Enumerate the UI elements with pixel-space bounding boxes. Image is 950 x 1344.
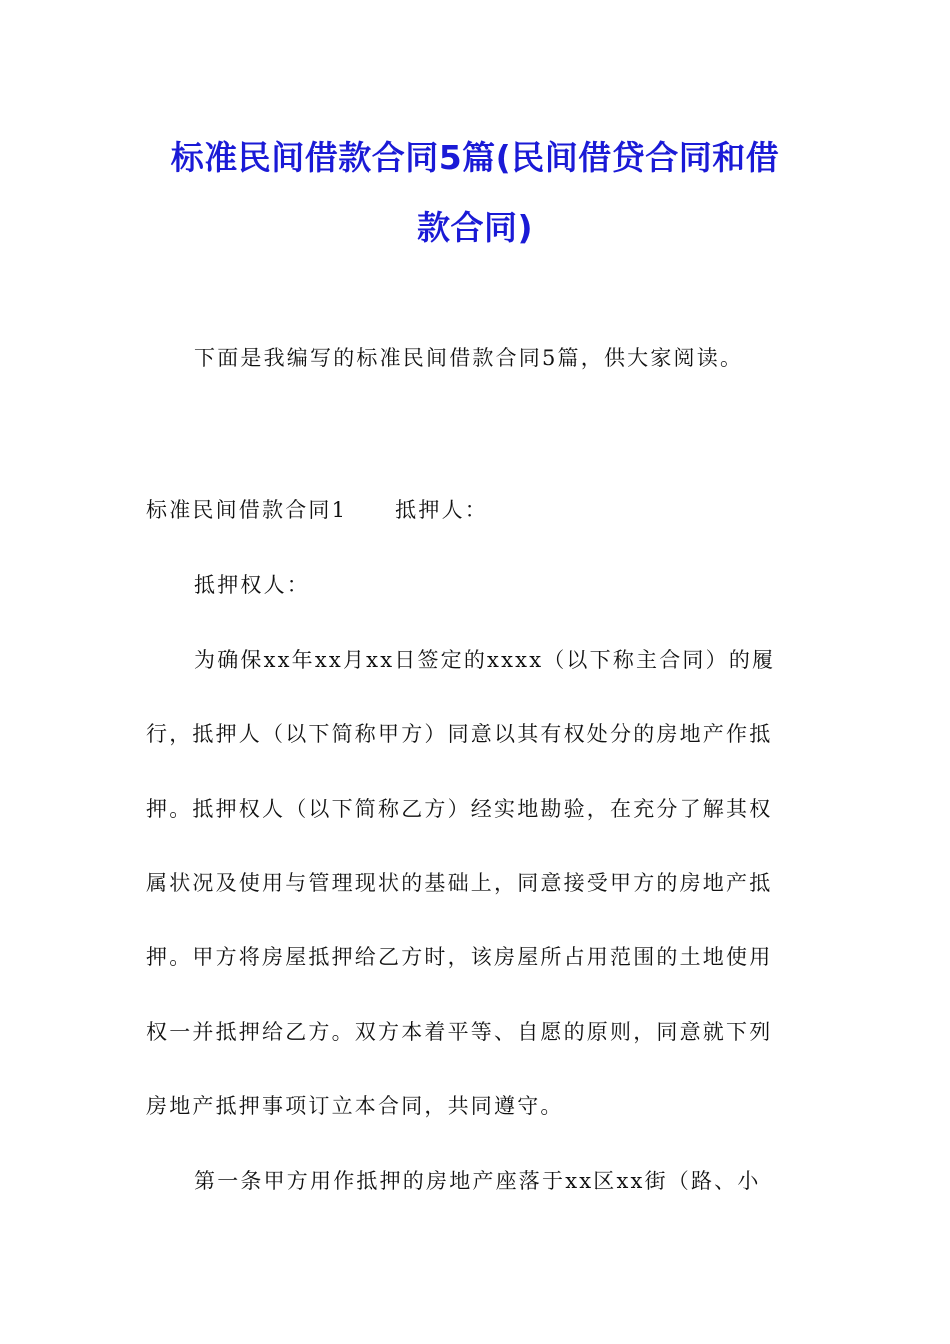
document-title-line-2: 款合同) — [416, 208, 534, 247]
paragraph-line: 押。抵押权人（以下简称乙方）经实地勘验，在充分了解其权 — [146, 797, 773, 821]
mortgagor-label: 抵押人： — [395, 498, 488, 522]
paragraph-line: 房地产抵押事项订立本合同，共同遵守。 — [146, 1094, 564, 1118]
paragraph-line: 行，抵押人（以下简称甲方）同意以其有权处分的房地产作抵 — [146, 722, 773, 746]
document-title-line-1: 标准民间借款合同5篇(民间借贷合同和借 — [170, 138, 780, 177]
paragraph-line: 权一并抵押给乙方。双方本着平等、自愿的原则，同意就下列 — [146, 1020, 773, 1044]
section-heading: 标准民间借款合同1 — [146, 498, 348, 522]
paragraph-line: 为确保xx年xx月xx日签定的xxxx（以下称主合同）的履 — [194, 648, 776, 672]
section-heading-row — [146, 495, 806, 525]
paragraph-line: 属状况及使用与管理现状的基础上，同意接受甲方的房地产抵 — [146, 871, 773, 895]
intro-paragraph: 下面是我编写的标准民间借款合同5篇，供大家阅读。 — [194, 346, 744, 370]
paragraph-line: 押。甲方将房屋抵押给乙方时，该房屋所占用范围的土地使用 — [146, 945, 773, 969]
article-one-line: 第一条甲方用作抵押的房地产座落于xx区xx街（路、小 — [194, 1169, 761, 1193]
mortgagee-label: 抵押权人： — [194, 573, 310, 597]
